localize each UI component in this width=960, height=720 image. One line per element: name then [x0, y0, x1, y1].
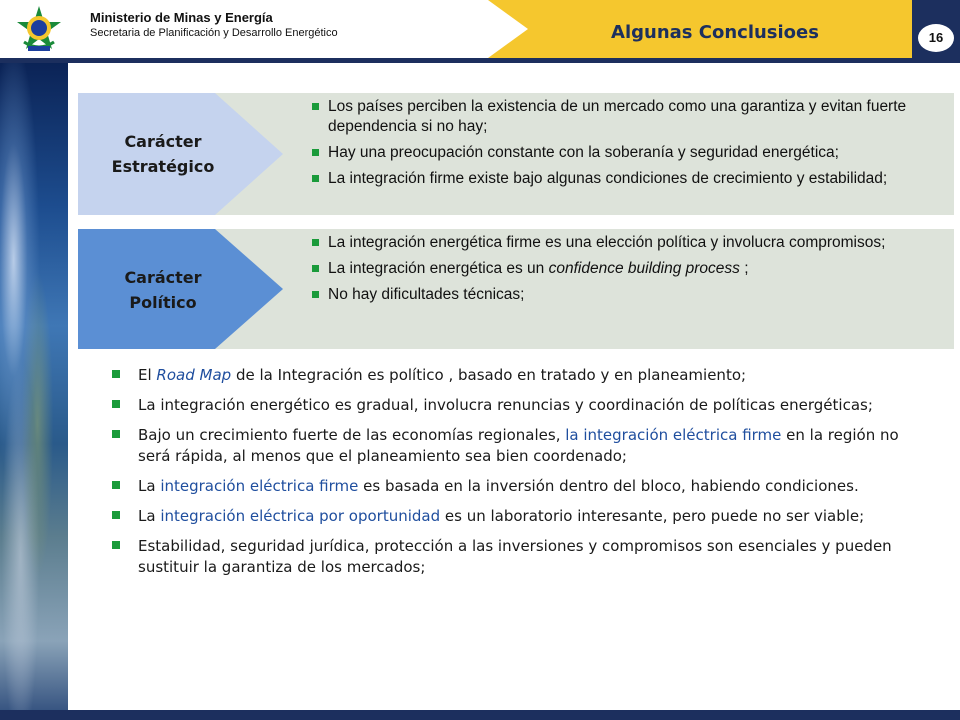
category-label-line1: Carácter	[124, 268, 202, 287]
slide-number: 16	[918, 24, 954, 52]
bullet-square-icon	[112, 400, 120, 408]
bullet-square-icon	[112, 511, 120, 519]
category-row-strategic	[78, 93, 954, 215]
category-label-political	[88, 265, 238, 315]
footer-bar	[0, 710, 960, 720]
list-item: La integración energética es un confidence building process ;	[306, 259, 946, 279]
bullet-square-icon	[312, 265, 319, 272]
bullet-square-icon	[312, 103, 319, 110]
political-bullets	[306, 233, 946, 311]
list-item: El Road Map de la Integración es político , basado en tratado y en planeamiento;	[112, 365, 932, 386]
bullet-square-icon	[112, 541, 120, 549]
list-item: La integración eléctrica firme es basada en la inversión dentro del bloco, habiendo condiciones.	[112, 476, 932, 497]
header-divider	[0, 58, 960, 63]
slide-title: Algunas Conclusioes	[611, 22, 819, 43]
bullet-square-icon	[112, 481, 120, 489]
list-item: No hay dificultades técnicas;	[306, 285, 946, 305]
list-item: La integración eléctrica por oportunidad es un laboratorio interesante, pero puede no ser viable;	[112, 506, 932, 527]
italic-phrase: confidence building process	[548, 260, 740, 277]
category-label-strategic	[88, 129, 238, 179]
list-item: La integración energético es gradual, involucra renuncias y coordinación de políticas energéticas;	[112, 395, 932, 416]
bullet-square-icon	[312, 291, 319, 298]
bullet-square-icon	[312, 175, 319, 182]
list-item: La integración firme existe bajo algunas condiciones de crecimiento y estabilidad;	[306, 169, 956, 189]
secretariat-name: Secretaria de Planificación y Desarrollo Energético	[90, 27, 338, 39]
bullet-square-icon	[312, 239, 319, 246]
bullet-square-icon	[112, 430, 120, 438]
bullet-square-icon	[312, 149, 319, 156]
highlight-phrase: integración eléctrica firme	[160, 477, 359, 495]
ministry-name: Ministerio de Minas y Energía	[90, 10, 273, 25]
highlight-phrase: Road Map	[156, 366, 232, 384]
bullet-square-icon	[112, 370, 120, 378]
conclusions-list	[112, 365, 932, 587]
strategic-bullets	[306, 97, 956, 195]
list-item: Los países perciben la existencia de un mercado como una garantiza y evitan fuerte dependencia si no hay;	[306, 97, 956, 137]
list-item: Hay una preocupación constante con la soberanía y seguridad energética;	[306, 143, 956, 163]
category-label-line1: Carácter	[124, 132, 202, 151]
category-label-line2: Estratégico	[111, 157, 215, 176]
coat-of-arms-logo	[14, 4, 64, 54]
list-item: Estabilidad, seguridad jurídica, protección a las inversiones y compromisos son esenciales y pueden sustituir la garantiza de los mercados;	[112, 536, 932, 578]
highlight-phrase: integración eléctrica por oportunidad	[160, 507, 441, 525]
category-row-political	[78, 229, 954, 349]
satellite-image-strip	[0, 63, 68, 720]
list-item: La integración energética firme es una elección política y involucra compromisos;	[306, 233, 946, 253]
category-label-line2: Político	[129, 293, 197, 312]
highlight-phrase: la integración eléctrica firme	[565, 426, 782, 444]
list-item: Bajo un crecimiento fuerte de las economías regionales, la integración eléctrica firme en la región no será rápida, al menos que el planeamiento sea bien coordenado;	[112, 425, 932, 467]
